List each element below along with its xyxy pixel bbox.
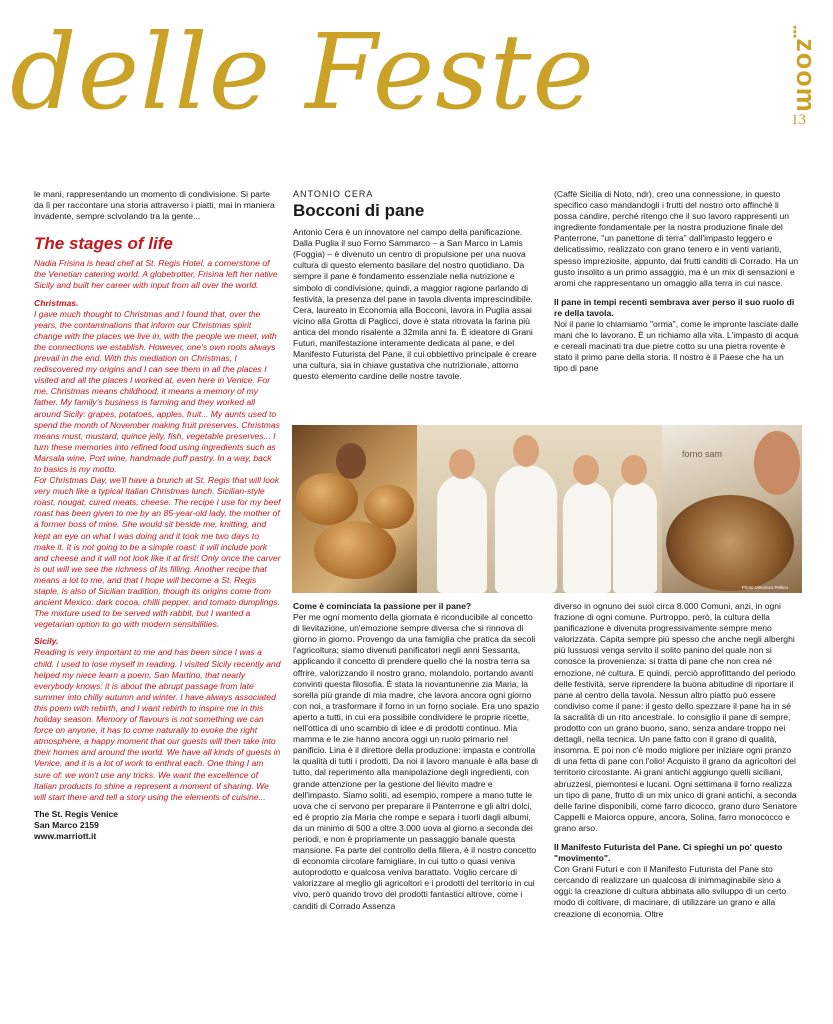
author-name: ANTONIO CERA bbox=[293, 189, 374, 199]
baker-figure bbox=[563, 481, 611, 593]
subheading-christmas: Christmas. bbox=[34, 297, 79, 308]
subheading-sicily: Sicily. bbox=[34, 636, 59, 647]
section-tag bbox=[786, 22, 821, 122]
signature-line: San Marco 2159 bbox=[34, 819, 99, 830]
intro-paragraph: le mani, rappresentando un momento di condivisione. Si parte da lì per raccontare una storia attraverso i piatti, mai in maniera invadente, sempre scivolando tra la gente... bbox=[34, 189, 275, 222]
english-heading: The stages of life bbox=[34, 234, 173, 254]
bakers-group-image bbox=[417, 425, 662, 593]
bread-slice-image bbox=[662, 425, 802, 593]
bakery-sign: forno sam bbox=[682, 449, 723, 459]
bread-loaf bbox=[314, 521, 396, 579]
baker-face bbox=[513, 435, 539, 467]
column-article-upper-right bbox=[554, 189, 800, 375]
english-lead: Nadia Frisina is head chef at St. Regis Hotel, a cornerstone of the Venetian catering world. A globetrotter, Frisina left her native Sicily and built her career with input from all over the world. bbox=[34, 258, 278, 291]
baker-face bbox=[449, 449, 475, 479]
column-article-lower-left bbox=[293, 601, 539, 912]
section-label: zoom bbox=[790, 38, 821, 113]
interview-question: Il pane in tempi recenti sembrava aver perso il suo ruolo di re della tavola. bbox=[554, 296, 795, 318]
bakery-photo bbox=[292, 425, 802, 593]
article-paragraph: diverso in ognuno dei suoi circa 8.000 Comuni, anzi, in ogni frazione di ogni comune. Purtroppo, però, la cultura della panificazione è divenuta progressivamente sempre meno valorizzata. Capita sempre più spesso che anche negli alberghi più lussuosi venga servito il solito panino del quale non si conosce la provenienza: si tratta di pane che non crea né emozione, né cultura. E quindi, perciò approfittando del periodo delle festività, serve riprendere la buona abitudine di riportare il pane al centro della tavola. Nessun altro piatto può essere condiviso come il pane: il gesto dello spezzare il pane ha in sé la sacralità di un rito ancestrale. Io consiglio il pane di sempre, prodotto con un grano buono, sano, senza andare troppo nei dettagli, nella tecnica. Un pane fatto con il grano di qualità, insomma. E poi non c'è modo migliore per iniziare ogni pranzo di una fetta di pane con l'olio! Acquisto il grano da agricoltori del territorio circostante. Ai grani antichi aggiungo quelli siciliani, abruzzesi, piemontesi e lucani. Ogni settimana il forno realizza un tipo di pane, frutto di un mix unico di grani antichi, a seconda delle farine disponibili, come farro dicocco, grano duro Senatore Cappelli e Maiorca oppure, ancora, Solina, farro monococco e grano arso. bbox=[554, 601, 798, 833]
baker-face bbox=[621, 455, 647, 485]
signature-line: The St. Regis Venice bbox=[34, 808, 119, 819]
page-title: delle Feste bbox=[10, 11, 595, 133]
article-paragraph: Per me ogni momento della giornata è riconducibile al concetto di lievitazione, un'emozione sempre diversa che si rinnova di giorno in giorno. Provengo da una famiglia che pratica da secoli l'agricoltura; siamo divenuti panificatori negli anni Sessanta, applicando il concetto di prendere quello che la nostra terra sa offrire, valorizzando il nostro grano, molandolo, portando avanti convinti questa filosofia. È stata la novantunenne zia Maria, la sorella più grande di mia madre, che lavora ancora ogni giorno con noi, a trasformare il forno in un forno sociale. Era uno spazio aperto a tutti, in cui era possibile condividere le proprie ricette, nell'ottica di uno scambio di idee e di prodotti continuo. Mia mamma e le zie hanno ancora oggi un ruolo primario nel panificio. Lina è il direttore della produzione: impasta e controlla la qualità di tutti i prodotti. Da noi il lavoro manuale è alla base di tutto, dal reperimento alla manipolazione degli ingredienti, con grande attenzione per la gestione del lievito madre e dell'impasto. Siamo soliti, ad esempio, rompere a mano tutte le uova che ci servono per preparare il Panterrone e gli altri dolci, ed è proprio zia Maria che rompe e separa i tuorli dagli albumi, da un minimo di 500 a oltre 3.000 uova al giorno a seconda dei periodi, e non è propriamente un passaggio banale questa mansione. Fa parte del controllo della filiera, è il nostro concetto di economia circolare famigliare, in cui tutto o quasi veniva autoprodotto e qualcosa veniva barattato. Voglio cercare di valorizzare al meglio gli agricoltori e i prodotti del territorio in cui vivo, però quando trovo dei prodotti fantastici altrove, come i canditi di Corrado Assenza bbox=[293, 612, 540, 911]
column-article-lower-right bbox=[554, 601, 800, 920]
baker-face bbox=[754, 431, 800, 495]
baker-figure bbox=[495, 465, 557, 593]
baker-face bbox=[336, 443, 366, 479]
section-dots: ⁝ bbox=[792, 22, 798, 42]
column-english bbox=[34, 189, 281, 842]
article-paragraph: Antonio Cera è un innovatore nel campo della panificazione. Dalla Puglia il suo Forno Sammarco – a San Marco in Lamis (Foggia) – è divenuto un centro di propulsione per una nuova cultura di questo elemento basilare del nostro quotidiano. Da sempre il pane è fondamento essenziale nella nutrizione e simbolo di condivisione, quindi, a maggior ragione parlando di festività, la presenza del pane in tavola diventa imprescindibile. Cera, laureato in Economia alla Bocconi, lavora in Puglia assai vicino alla Grotta di Paglicci, dove è stata ritrovata la farina più antica del mondo risalente a 32mila anni fa. È ideatore di Grani Futuri, manifestazione interamente dedicata al pane, e del Manifesto Futurista del Pane, il cui obbiettivo principale è creare una cultura, sia in chiave gustativa che nutrizionale, attorno questo elemento cardine delle nostre tavole. bbox=[293, 227, 537, 382]
article-paragraph: (Caffè Sicilia di Noto, ndr), creo una connessione, in questo specifico caso mandandogli i frutti del nostro orto affinché li possa candire, perché ritengo che il suo lavoro rappresenti un ingrediente fondamentale per la nostra produzione finale del Panterrone, "un panettone di terra" dall'impasto leggero e delicatissimo, realizzato con grano tenero e in venti varianti, spesso impreziosite, appunto, dai frutti canditi di Corrado. Ha un gusto insolito a un primo assaggio, ma è un mix di sensazioni e aromi che rappresentano un omaggio alla terra in cui nasce. bbox=[554, 189, 799, 288]
baker-figure bbox=[437, 475, 487, 593]
bread-loaf bbox=[296, 473, 358, 525]
english-paragraph: For Christmas Day, we'll have a brunch at St. Regis that will look very much like a typical Italian Christmas lunch. Sicilian-style roast, nougat, cured meats, cheese. The recipe I use for my beef roast has been given to me by an 85-year-old lady, the mother of a former boss of mine. She would sit beside me, knitting, and kept an eye on what I was doing and it took me two days to make it. It is not going to be a simple roast: it will include pork and cheese and it will not look like it at first! Only once the carver is out will we see the richness of its filling. Another recipe that means a lot to me, and that I hope will become a St. Regis staple, is also of Sicilian tradition, though its origins come from ancient Mexico: dark cocoa, chilli pepper, and tomato dumplings. The mixture used to be served with rabbit, but I wanted a vegetarian option to go with modern sensibilities. bbox=[34, 475, 281, 630]
baker-figure bbox=[613, 481, 657, 593]
page-number: 13 bbox=[791, 112, 806, 128]
interview-question: Come è cominciata la passione per il pane? bbox=[293, 601, 472, 611]
article-title: Bocconi di pane bbox=[293, 201, 425, 221]
bread-slice bbox=[666, 495, 794, 591]
interview-question: Il Manifesto Futurista del Pane. Ci spieghi un po' questo "movimento". bbox=[554, 841, 783, 864]
photo-credit: Photo Vincenzo Pellino bbox=[741, 585, 788, 590]
english-paragraph: Reading is very important to me and has been since I was a child. I used to lose myself in reading. I visited Sicily recently and helped my niece learn a poem, San Martino, that nearly everybody knows: it is about the abrupt passage from late summer into chilly autumn and winter. I have always associated this poem with rebirth, and I want rebirth to inspire me in this holiday season. Memory of flavours is not something we can force on anyone, it has to come naturally to evoke the right atmosphere, a happy moment that our guests will then take into their homes and around the world. We have all kinds of guests in Venice, and it is a lot of work to enthral each. One thing I am sure of: we won't use any tricks. We want the excellence of Italian products to shine a represent a moment of sharing. We will start there and tell a story using the elements of cuisine... bbox=[34, 647, 281, 802]
signature-link[interactable]: www.marriott.it bbox=[34, 830, 97, 841]
english-paragraph: I gave much thought to Christmas and I found that, over the years, the contaminations that inform our Christmas spirit change with the places we live in, with the people we meet, with the connections we establish. However, one's own roots always prevail in the end. With this mediation on Christmas, I rediscovered my origins and I can see them in all the places I visited and all the places I worked at, even here in Venice. For me, Christmas means childhood, it means a memory of my father. My family's business is farming and they worked all around Sicily: grapes, potatoes, apples, fruit... My aunts used to spend the month of November making fruit preserves. Christmas means must, mustard, quince jelly, fish, vegetable preserves... I turn these memories into refined food using ingredients such as Marsala wine, Port wine, handmade puff pastry. In a way, back to basics is my motto. bbox=[34, 308, 280, 474]
baker-face bbox=[573, 455, 599, 485]
column-article-start bbox=[293, 189, 539, 382]
bread-basket-image bbox=[292, 425, 417, 593]
bread-loaf bbox=[364, 485, 414, 529]
article-paragraph: Con Grani Futuri e con il Manifesto Futurista del Pane sto cercando di realizzare un qualcosa di inimmaginabile sino a oggi: la creazione di cultura abbinata allo sviluppo di un certo modo di coltivare, di macinare, di utilizzare un grano e alla creazione di economia. Oltre bbox=[554, 864, 787, 919]
article-paragraph: Noi il pane lo chiamiamo "orma", come le impronte lasciate dalle mani che lo lavorano. È un richiamo alla vita. L'impasto di acqua e cereali macinati tra due pietre cotto su una pietra rovente è stato il primo pane della storia. Il nostro è il Paese che ha un tipo di pane bbox=[554, 319, 799, 374]
